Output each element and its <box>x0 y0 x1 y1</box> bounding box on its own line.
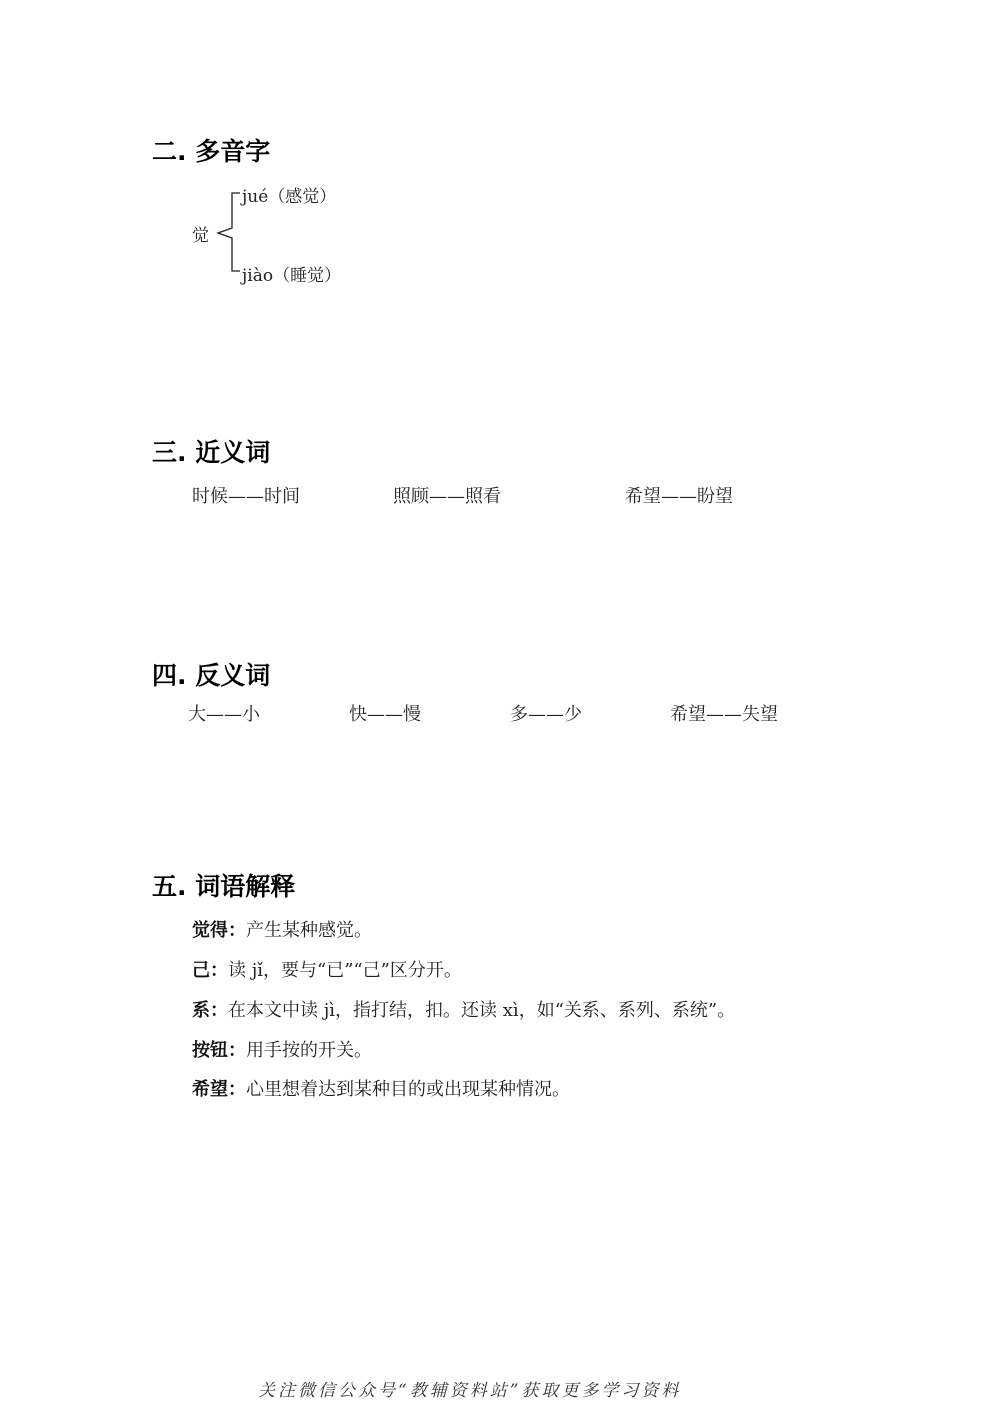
antonym-pair: 快——慢 <box>349 704 421 725</box>
definition-text: 在本文中读 jì，指打结，扣。还读 xì，如“关系、系列、系统”。 <box>228 1000 736 1021</box>
definition-row <box>192 916 372 942</box>
reading-2 <box>242 261 341 286</box>
definition-row <box>192 1075 570 1101</box>
definition-term: 系： <box>192 1000 228 1021</box>
antonym-pair: 多——少 <box>510 704 582 725</box>
synonym-pair: 时候——时间 <box>192 486 300 507</box>
antonym-pair: 希望——失望 <box>670 704 778 725</box>
definitions-heading: 五. 词语解释 <box>152 872 296 901</box>
reading-1-word: （感觉） <box>268 187 337 207</box>
reading-2-word: （睡觉） <box>273 266 342 286</box>
reading-2-pinyin: jiào <box>242 266 274 286</box>
reading-1 <box>242 182 336 207</box>
antonym-pair: 大——小 <box>188 704 260 725</box>
reading-1-pinyin: jué <box>242 187 269 207</box>
definition-term: 觉得： <box>192 920 246 941</box>
polyphone-char: 觉 <box>192 226 209 246</box>
synonym-pair: 希望——盼望 <box>625 486 733 507</box>
definition-row <box>192 996 735 1022</box>
definition-term: 按钮： <box>192 1040 246 1061</box>
definition-row <box>192 1036 372 1062</box>
definition-text: 用手按的开关。 <box>246 1040 372 1061</box>
synonyms-heading: 三. 近义词 <box>152 438 271 467</box>
synonym-pair: 照顾——照看 <box>393 486 501 507</box>
polyphone-heading: 二. 多音字 <box>152 137 271 166</box>
footer-note: 关注微信公众号“教辅资料站”获取更多学习资料 <box>258 1381 682 1401</box>
definition-text: 心里想着达到某种目的或出现某种情况。 <box>246 1079 570 1100</box>
definition-text: 产生某种感觉。 <box>246 920 372 941</box>
antonyms-heading: 四. 反义词 <box>152 661 271 690</box>
brace-icon <box>212 188 242 278</box>
definition-term: 希望： <box>192 1079 246 1100</box>
definition-row <box>192 956 462 982</box>
definition-text: 读 jǐ，要与“已”“己”区分开。 <box>228 960 462 981</box>
definition-term: 己： <box>192 960 228 981</box>
